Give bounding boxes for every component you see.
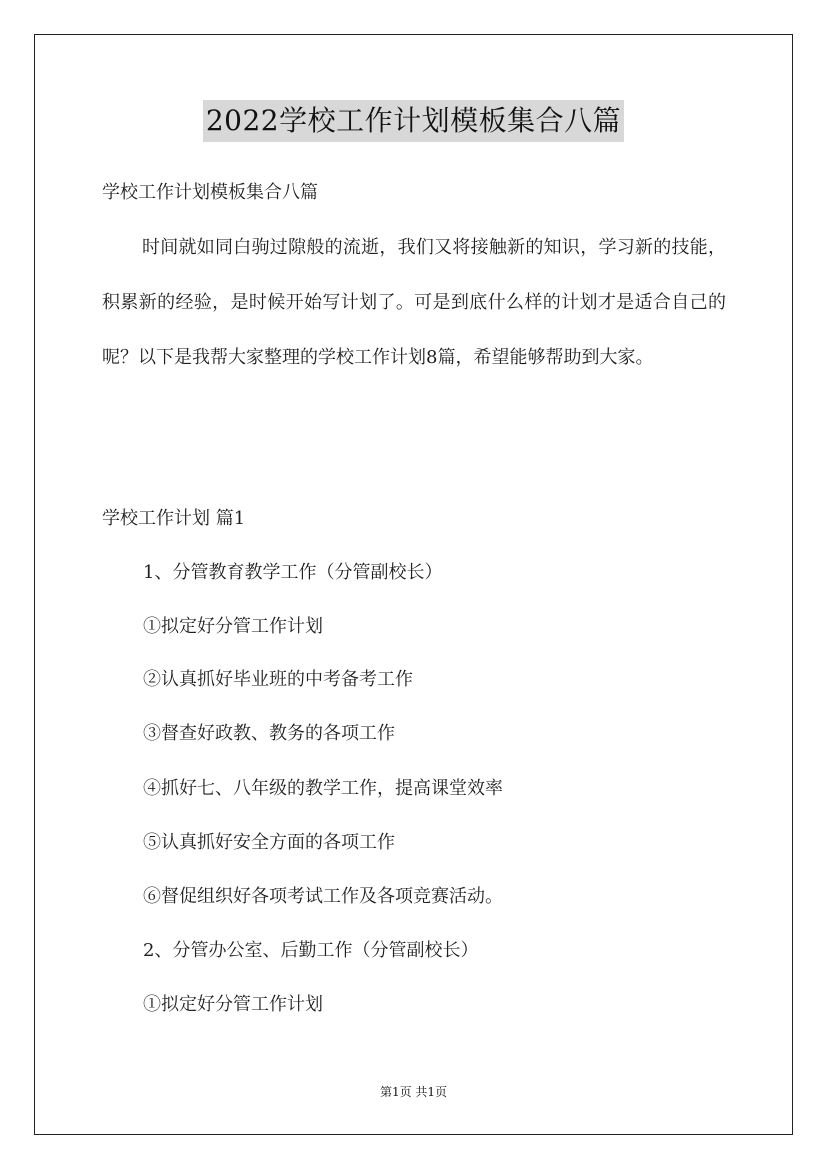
page-number-label: 第1页 共1页 xyxy=(379,1085,448,1099)
list-item: ⑤认真抓好安全方面的各项工作 xyxy=(143,832,395,853)
list-item: ①拟定好分管工作计划 xyxy=(143,616,323,637)
list-item: ⑥督促组织好各项考试工作及各项竞赛活动。 xyxy=(143,886,503,907)
list-item: 2、分管办公室、后勤工作（分管副校长） xyxy=(143,940,479,961)
list-item: ②认真抓好毕业班的中考备考工作 xyxy=(143,669,413,690)
document-subtitle: 学校工作计划模板集合八篇 xyxy=(102,182,318,203)
list-item: 1、分管教育教学工作（分管副校长） xyxy=(143,562,443,583)
list-item: ③督查好政教、教务的各项工作 xyxy=(143,723,395,744)
section-heading: 学校工作计划 篇1 xyxy=(102,508,246,529)
document-title: 2022学校工作计划模板集合八篇 xyxy=(203,100,624,142)
title-container xyxy=(0,100,827,142)
intro-paragraph: 时间就如同白驹过隙般的流逝，我们又将接触新的知识，学习新的技能，积累新的经验，是时候开始写计划了。可是到底什么样的计划才是适合自己的呢？以下是我帮大家整理的学校工作计划8篇，希望能够帮助到大家。 xyxy=(102,237,726,368)
page-footer xyxy=(0,1084,827,1100)
list-item: ①拟定好分管工作计划 xyxy=(143,994,323,1015)
list-item: ④抓好七、八年级的教学工作，提高课堂效率 xyxy=(143,778,503,799)
